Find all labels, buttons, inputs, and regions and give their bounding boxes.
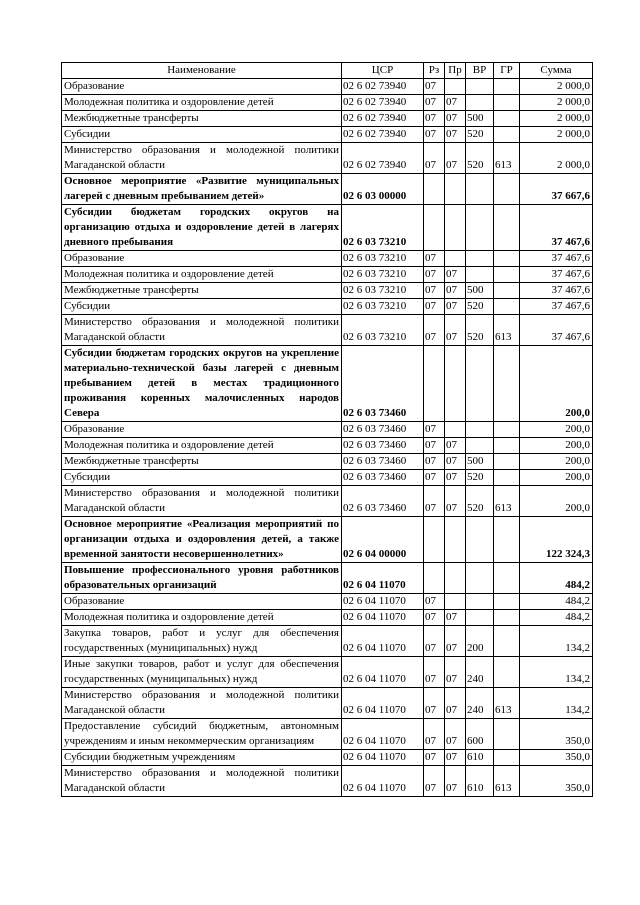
table-body: [62, 63, 593, 797]
cell-pr: 07: [445, 750, 466, 766]
cell-csr: 02 6 03 73210: [342, 267, 424, 283]
cell-gr: [494, 657, 520, 688]
cell-vr: [466, 251, 494, 267]
cell-name: Молодежная политика и оздоровление детей: [62, 438, 342, 454]
table-row: [62, 470, 593, 486]
cell-name: Молодежная политика и оздоровление детей: [62, 95, 342, 111]
table-row: [62, 315, 593, 346]
cell-gr: 613: [494, 315, 520, 346]
cell-rz: 07: [424, 111, 445, 127]
cell-rz: 07: [424, 438, 445, 454]
cell-pr: 07: [445, 610, 466, 626]
cell-rz: 07: [424, 143, 445, 174]
cell-csr: 02 6 03 73460: [342, 454, 424, 470]
cell-pr: 07: [445, 688, 466, 719]
cell-csr: 02 6 02 73940: [342, 111, 424, 127]
cell-sum: 37 467,6: [520, 299, 593, 315]
cell-pr: [445, 205, 466, 251]
cell-name: Молодежная политика и оздоровление детей: [62, 267, 342, 283]
cell-sum: 484,2: [520, 563, 593, 594]
cell-sum: 2 000,0: [520, 79, 593, 95]
cell-sum: 484,2: [520, 594, 593, 610]
cell-name: Образование: [62, 594, 342, 610]
cell-name: Министерство образования и молодежной политики Магаданской области: [62, 143, 342, 174]
cell-gr: [494, 95, 520, 111]
cell-pr: 07: [445, 95, 466, 111]
cell-vr: 240: [466, 688, 494, 719]
cell-rz: 07: [424, 719, 445, 750]
cell-vr: [466, 79, 494, 95]
cell-gr: [494, 79, 520, 95]
table-row: [62, 299, 593, 315]
cell-rz: 07: [424, 657, 445, 688]
table-row: [62, 79, 593, 95]
cell-pr: [445, 174, 466, 205]
cell-pr: [445, 79, 466, 95]
cell-gr: [494, 111, 520, 127]
cell-sum: 134,2: [520, 657, 593, 688]
cell-csr: 02 6 04 11070: [342, 626, 424, 657]
cell-gr: [494, 205, 520, 251]
cell-vr: [466, 95, 494, 111]
cell-vr: [466, 346, 494, 422]
cell-name: Образование: [62, 422, 342, 438]
cell-csr: 02 6 03 73460: [342, 438, 424, 454]
cell-sum: 200,0: [520, 470, 593, 486]
cell-sum: 134,2: [520, 626, 593, 657]
cell-gr: 613: [494, 766, 520, 797]
cell-name: Повышение профессионального уровня работников образовательных организаций: [62, 563, 342, 594]
table-row: [62, 610, 593, 626]
cell-vr: 520: [466, 299, 494, 315]
cell-rz: 07: [424, 251, 445, 267]
table-row: [62, 438, 593, 454]
table-row: [62, 719, 593, 750]
table-row: [62, 205, 593, 251]
cell-vr: [466, 517, 494, 563]
cell-sum: 134,2: [520, 688, 593, 719]
table-row: [62, 766, 593, 797]
table-row: [62, 454, 593, 470]
cell-vr: [466, 563, 494, 594]
header-pr: Пр: [445, 63, 466, 79]
cell-vr: [466, 438, 494, 454]
table-header-row: [62, 63, 593, 79]
cell-sum: 37 467,6: [520, 267, 593, 283]
cell-pr: 07: [445, 626, 466, 657]
cell-gr: [494, 299, 520, 315]
table-row: [62, 174, 593, 205]
cell-sum: 200,0: [520, 438, 593, 454]
cell-csr: 02 6 03 73210: [342, 299, 424, 315]
cell-sum: 37 467,6: [520, 205, 593, 251]
cell-vr: [466, 422, 494, 438]
cell-pr: [445, 251, 466, 267]
cell-pr: 07: [445, 143, 466, 174]
cell-name: Субсидии: [62, 299, 342, 315]
cell-gr: 613: [494, 688, 520, 719]
cell-sum: 350,0: [520, 719, 593, 750]
cell-sum: 37 467,6: [520, 283, 593, 299]
cell-vr: 500: [466, 454, 494, 470]
cell-pr: 07: [445, 486, 466, 517]
cell-sum: 200,0: [520, 346, 593, 422]
cell-vr: 200: [466, 626, 494, 657]
cell-csr: 02 6 03 73210: [342, 283, 424, 299]
cell-gr: [494, 454, 520, 470]
cell-csr: 02 6 04 11070: [342, 719, 424, 750]
cell-vr: 610: [466, 766, 494, 797]
table-row: [62, 486, 593, 517]
cell-rz: 07: [424, 626, 445, 657]
cell-vr: 500: [466, 283, 494, 299]
cell-vr: [466, 205, 494, 251]
cell-pr: [445, 563, 466, 594]
cell-rz: 07: [424, 267, 445, 283]
table-row: [62, 517, 593, 563]
cell-gr: 613: [494, 143, 520, 174]
cell-pr: 07: [445, 454, 466, 470]
cell-vr: 520: [466, 315, 494, 346]
cell-gr: [494, 750, 520, 766]
cell-pr: 07: [445, 283, 466, 299]
cell-csr: 02 6 04 11070: [342, 657, 424, 688]
cell-vr: 500: [466, 111, 494, 127]
cell-gr: [494, 422, 520, 438]
cell-name: Межбюджетные трансферты: [62, 454, 342, 470]
header-name: Наименование: [62, 63, 342, 79]
header-gr: ГР: [494, 63, 520, 79]
cell-gr: [494, 626, 520, 657]
cell-rz: [424, 174, 445, 205]
cell-sum: 350,0: [520, 750, 593, 766]
cell-vr: [466, 610, 494, 626]
cell-rz: 07: [424, 283, 445, 299]
table-row: [62, 143, 593, 174]
table-row: [62, 626, 593, 657]
cell-rz: 07: [424, 454, 445, 470]
cell-csr: 02 6 02 73940: [342, 79, 424, 95]
cell-vr: 520: [466, 127, 494, 143]
cell-rz: 07: [424, 750, 445, 766]
cell-vr: 600: [466, 719, 494, 750]
cell-csr: 02 6 02 73940: [342, 95, 424, 111]
cell-name: Министерство образования и молодежной политики Магаданской области: [62, 688, 342, 719]
cell-rz: [424, 563, 445, 594]
cell-pr: 07: [445, 127, 466, 143]
cell-sum: 2 000,0: [520, 95, 593, 111]
cell-pr: 07: [445, 719, 466, 750]
cell-pr: [445, 517, 466, 563]
cell-csr: 02 6 04 11070: [342, 766, 424, 797]
cell-csr: 02 6 04 11070: [342, 688, 424, 719]
cell-sum: 37 467,6: [520, 315, 593, 346]
cell-vr: 610: [466, 750, 494, 766]
cell-rz: 07: [424, 610, 445, 626]
cell-name: Межбюджетные трансферты: [62, 283, 342, 299]
cell-gr: [494, 594, 520, 610]
cell-sum: 484,2: [520, 610, 593, 626]
cell-name: Основное мероприятие «Реализация мероприятий по организации отдыха и оздоровления детей, а также временной занятости несовершеннолетних»: [62, 517, 342, 563]
table-row: [62, 657, 593, 688]
cell-sum: 200,0: [520, 486, 593, 517]
budget-table: [61, 62, 593, 797]
header-vr: ВР: [466, 63, 494, 79]
cell-csr: 02 6 04 11070: [342, 594, 424, 610]
cell-rz: 07: [424, 315, 445, 346]
table-row: [62, 750, 593, 766]
header-sum: Сумма: [520, 63, 593, 79]
cell-csr: 02 6 02 73940: [342, 143, 424, 174]
cell-vr: [466, 594, 494, 610]
table-row: [62, 688, 593, 719]
table-row: [62, 111, 593, 127]
table-row: [62, 267, 593, 283]
cell-name: Субсидии: [62, 470, 342, 486]
cell-sum: 37 467,6: [520, 251, 593, 267]
cell-pr: 07: [445, 315, 466, 346]
cell-sum: 200,0: [520, 454, 593, 470]
cell-pr: 07: [445, 766, 466, 797]
cell-name: Образование: [62, 79, 342, 95]
table-row: [62, 251, 593, 267]
table-row: [62, 594, 593, 610]
cell-name: Основное мероприятие «Развитие муниципальных лагерей с дневным пребыванием детей»: [62, 174, 342, 205]
cell-rz: 07: [424, 422, 445, 438]
cell-gr: [494, 283, 520, 299]
cell-vr: 520: [466, 470, 494, 486]
cell-csr: 02 6 04 11070: [342, 563, 424, 594]
cell-gr: [494, 174, 520, 205]
cell-rz: 07: [424, 95, 445, 111]
cell-rz: 07: [424, 688, 445, 719]
cell-sum: 2 000,0: [520, 127, 593, 143]
cell-pr: [445, 346, 466, 422]
cell-csr: 02 6 03 73460: [342, 470, 424, 486]
table-row: [62, 127, 593, 143]
cell-name: Субсидии: [62, 127, 342, 143]
cell-vr: 240: [466, 657, 494, 688]
cell-sum: 37 667,6: [520, 174, 593, 205]
cell-name: Образование: [62, 251, 342, 267]
table-row: [62, 563, 593, 594]
cell-rz: 07: [424, 79, 445, 95]
cell-vr: [466, 267, 494, 283]
cell-rz: 07: [424, 594, 445, 610]
cell-name: Субсидии бюджетам городских округов на укрепление материально-технической базы лагерей с дневным пребыванием детей в местах традиционного проживания коренных малочисленных народов Севера: [62, 346, 342, 422]
cell-csr: 02 6 03 73460: [342, 346, 424, 422]
cell-gr: [494, 346, 520, 422]
cell-gr: [494, 267, 520, 283]
cell-csr: 02 6 03 73210: [342, 251, 424, 267]
cell-csr: 02 6 04 11070: [342, 610, 424, 626]
cell-name: Молодежная политика и оздоровление детей: [62, 610, 342, 626]
cell-gr: 613: [494, 486, 520, 517]
cell-sum: 122 324,3: [520, 517, 593, 563]
cell-csr: 02 6 03 73460: [342, 486, 424, 517]
cell-rz: 07: [424, 766, 445, 797]
cell-pr: 07: [445, 111, 466, 127]
cell-vr: 520: [466, 486, 494, 517]
cell-pr: [445, 422, 466, 438]
budget-document: [61, 62, 593, 797]
cell-rz: [424, 517, 445, 563]
cell-vr: 520: [466, 143, 494, 174]
cell-sum: 200,0: [520, 422, 593, 438]
cell-gr: [494, 127, 520, 143]
cell-csr: 02 6 02 73940: [342, 127, 424, 143]
table-row: [62, 346, 593, 422]
cell-rz: [424, 346, 445, 422]
table-row: [62, 95, 593, 111]
cell-csr: 02 6 04 11070: [342, 750, 424, 766]
cell-csr: 02 6 03 73460: [342, 422, 424, 438]
cell-csr: 02 6 03 73210: [342, 205, 424, 251]
cell-gr: [494, 719, 520, 750]
header-csr: ЦСР: [342, 63, 424, 79]
cell-gr: [494, 563, 520, 594]
cell-name: Субсидии бюджетным учреждениям: [62, 750, 342, 766]
table-row: [62, 283, 593, 299]
cell-vr: [466, 174, 494, 205]
cell-pr: [445, 594, 466, 610]
cell-pr: 07: [445, 299, 466, 315]
cell-csr: 02 6 03 00000: [342, 174, 424, 205]
cell-name: Иные закупки товаров, работ и услуг для обеспечения государственных (муниципальных) нужд: [62, 657, 342, 688]
cell-pr: 07: [445, 438, 466, 454]
table-row: [62, 422, 593, 438]
cell-gr: [494, 610, 520, 626]
header-rz: Рз: [424, 63, 445, 79]
cell-name: Предоставление субсидий бюджетным, автономным учреждениям и иным некоммерческим организациям: [62, 719, 342, 750]
cell-name: Закупка товаров, работ и услуг для обеспечения государственных (муниципальных) нужд: [62, 626, 342, 657]
cell-csr: 02 6 03 73210: [342, 315, 424, 346]
cell-csr: 02 6 04 00000: [342, 517, 424, 563]
cell-name: Субсидии бюджетам городских округов на организацию отдыха и оздоровление детей в лагерях дневного пребывания: [62, 205, 342, 251]
cell-name: Министерство образования и молодежной политики Магаданской области: [62, 315, 342, 346]
cell-sum: 2 000,0: [520, 111, 593, 127]
cell-rz: 07: [424, 299, 445, 315]
cell-sum: 2 000,0: [520, 143, 593, 174]
cell-rz: [424, 205, 445, 251]
cell-rz: 07: [424, 486, 445, 517]
cell-gr: [494, 517, 520, 563]
cell-rz: 07: [424, 470, 445, 486]
cell-name: Министерство образования и молодежной политики Магаданской области: [62, 766, 342, 797]
cell-pr: 07: [445, 657, 466, 688]
cell-pr: 07: [445, 267, 466, 283]
cell-gr: [494, 470, 520, 486]
cell-sum: 350,0: [520, 766, 593, 797]
cell-name: Министерство образования и молодежной политики Магаданской области: [62, 486, 342, 517]
cell-gr: [494, 438, 520, 454]
cell-name: Межбюджетные трансферты: [62, 111, 342, 127]
cell-gr: [494, 251, 520, 267]
cell-pr: 07: [445, 470, 466, 486]
cell-rz: 07: [424, 127, 445, 143]
